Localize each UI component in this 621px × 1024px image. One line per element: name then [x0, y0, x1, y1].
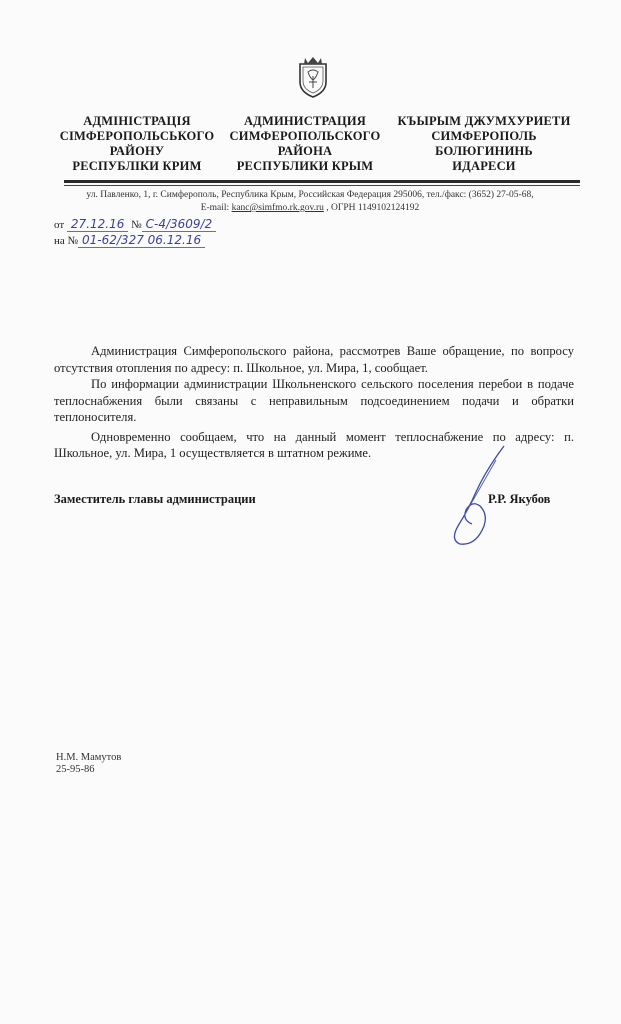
outgoing-reference: от 27.12.16 № С-4/3609/2	[54, 217, 216, 232]
outgoing-date: 27.12.16	[67, 217, 128, 232]
address-line: ул. Павленко, 1, г. Симферополь, Республика Крым, Российская Федерация 295006, тел./факс: (3652) 27-05-68,	[86, 190, 534, 200]
signatory-name: Р.Р. Якубов	[488, 492, 551, 506]
email-link[interactable]: kanc@simfmo.rk.gov.ru	[231, 203, 324, 213]
header-crimean-tatar: КЪЫРЫМ ДЖУМХУРИЕТИ СИМФЕРОПОЛЬ БОЛЮГИНИНЬ ИДАРЕСИ	[397, 114, 571, 173]
incoming-number: 01-62/327 06.12.16	[78, 233, 205, 248]
paragraph-1: Администрация Симферопольского района, рассмотрев Ваше обращение, по вопросу отсутствия отопления по адресу: п. Школьное, ул. Мира, 1, сообщает.	[54, 344, 574, 375]
header-divider-thick	[64, 180, 580, 183]
crimea-coat-of-arms-icon	[296, 54, 330, 98]
executor-name: Н.М. Мамутов	[56, 752, 122, 763]
header-ukrainian: АДМІНІСТРАЦІЯ СІМФЕРОПОЛЬСЬКОГО РАЙОНУ РЕСПУБЛІКИ КРИМ	[59, 114, 215, 173]
signatory-position: Заместитель главы администрации	[54, 492, 256, 506]
paragraph-2: По информации администрации Школьненского сельского поселения перебои в подаче теплоснабжения были связаны с неправильным подсоединением подачи и обратки теплоносителя.	[54, 377, 574, 424]
header-russian: АДМИНИСТРАЦИЯ СИМФЕРОПОЛЬСКОГО РАЙОНА РЕСПУБЛИКИ КРЫМ	[229, 114, 381, 173]
header-divider-thin	[64, 185, 580, 186]
outgoing-number: С-4/3609/2	[142, 217, 217, 232]
incoming-reference: на № 01-62/327 06.12.16	[54, 233, 205, 248]
paragraph-3: Одновременно сообщаем, что на данный момент теплоснабжение по адресу: п. Школьное, ул. Мира, 1 осуществляется в штатном режиме.	[54, 429, 574, 460]
executor-phone: 25-95-86	[56, 764, 95, 775]
contact-line: E-mail: kanc@simfmo.rk.gov.ru , ОГРН 1149102124192	[200, 203, 420, 213]
executor-info	[56, 752, 121, 776]
